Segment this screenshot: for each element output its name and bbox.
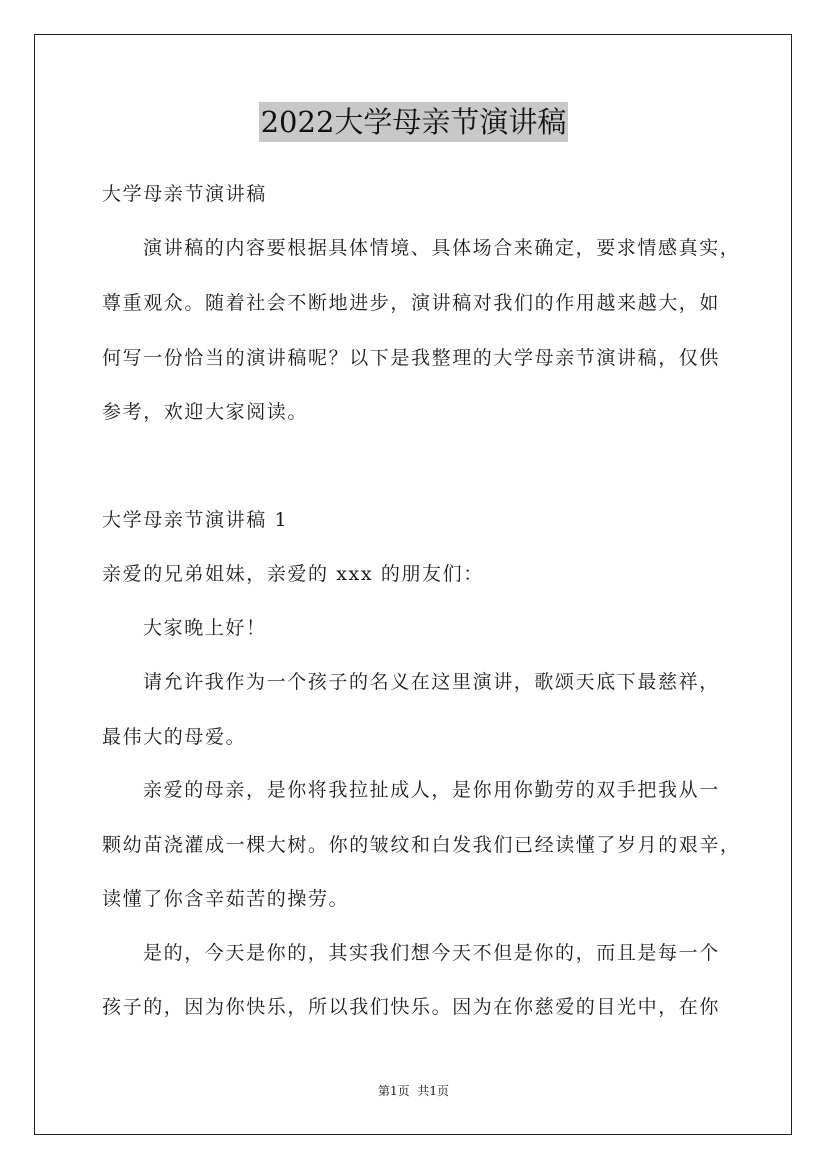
- paragraph-line: 参考，欢迎大家阅读。: [102, 401, 309, 423]
- section-heading: 大学母亲节演讲稿 1: [102, 509, 289, 531]
- page-total: 共1页: [417, 1084, 450, 1098]
- greeting-line: 大家晚上好！: [143, 617, 267, 639]
- paragraph-line: 颗幼苗浇灌成一棵大树。你的皱纹和白发我们已经读懂了岁月的艰辛，: [102, 834, 741, 856]
- paragraph-line: 亲爱的母亲，是你将我拉扯成人，是你用你勤劳的双手把我从一: [143, 779, 720, 801]
- paragraph-line: 读懂了你含辛茹苦的操劳。: [102, 888, 350, 910]
- paragraph-line: 何写一份恰当的演讲稿呢？以下是我整理的大学母亲节演讲稿，仅供: [102, 347, 721, 369]
- paragraph-line: 孩子的，因为你快乐，所以我们快乐。因为在你慈爱的目光中，在你: [102, 996, 721, 1018]
- page-number: 第1页: [377, 1084, 410, 1098]
- paragraph-line: 是的，今天是你的，其实我们想今天不但是你的，而且是每一个: [143, 942, 720, 964]
- salutation-line: 亲爱的兄弟姐妹，亲爱的 xxx 的朋友们：: [102, 563, 484, 585]
- paragraph-line: 最伟大的母爱。: [102, 726, 247, 748]
- document-title: 2022大学母亲节演讲稿: [259, 102, 569, 142]
- paragraph-line: 请允许我作为一个孩子的名义在这里演讲，歌颂天底下最慈祥，: [143, 671, 720, 693]
- section-heading: 大学母亲节演讲稿: [102, 183, 267, 205]
- paragraph-line: 尊重观众。随着社会不断地进步，演讲稿对我们的作用越来越大，如: [102, 292, 721, 314]
- title-container: [0, 102, 827, 142]
- page-footer: [0, 1083, 827, 1099]
- paragraph-line: 演讲稿的内容要根据具体情境、具体场合来确定，要求情感真实，: [143, 237, 741, 259]
